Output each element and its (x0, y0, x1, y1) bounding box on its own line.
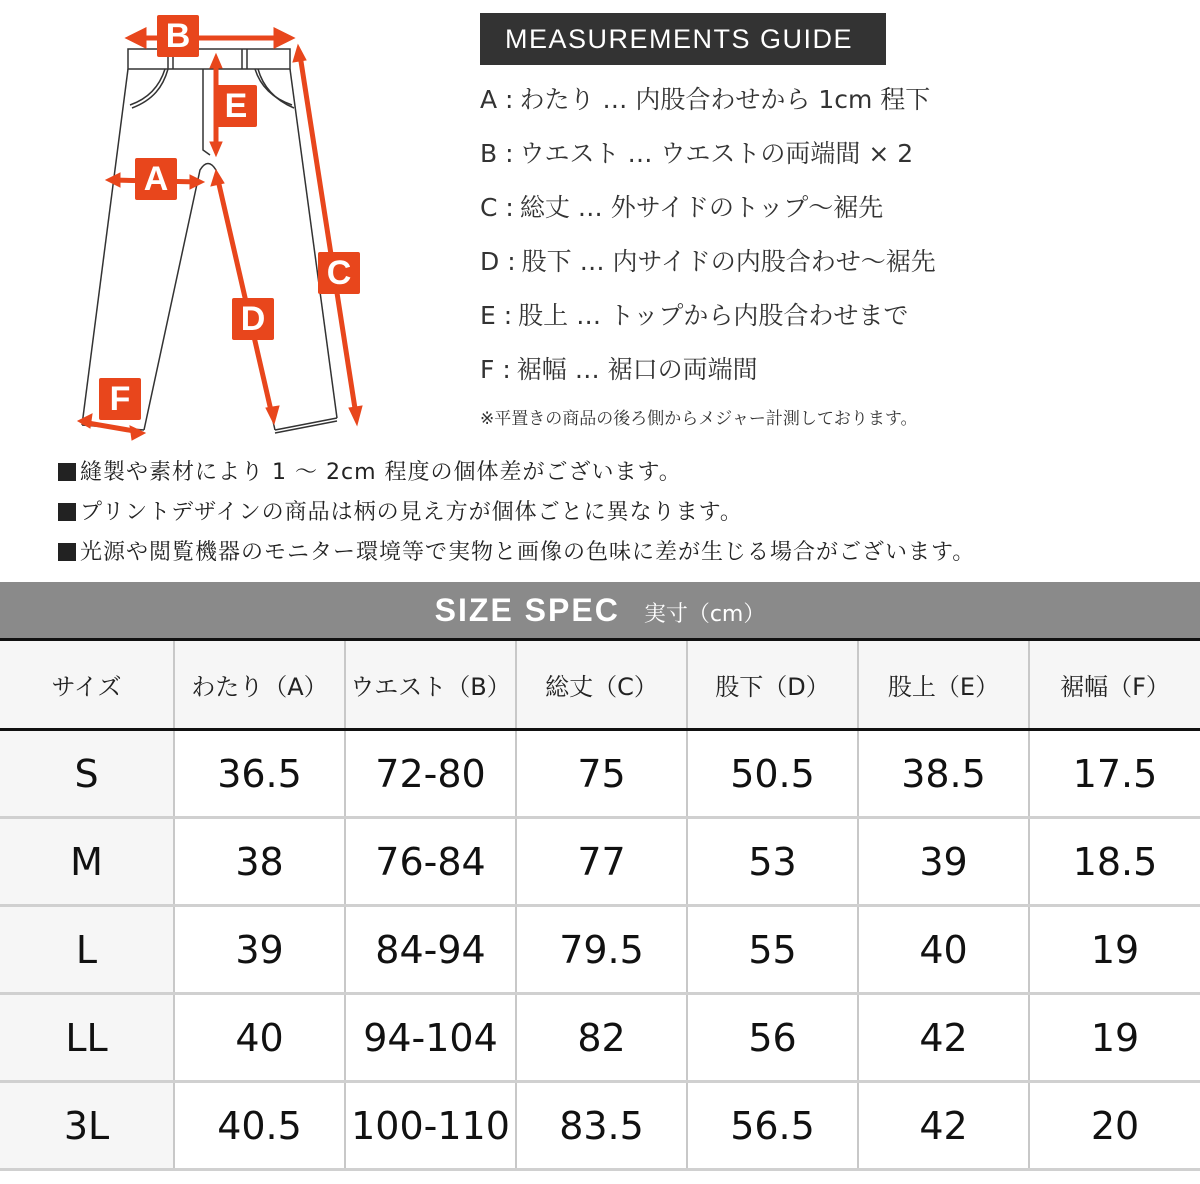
column-header-size: サイズ (0, 640, 174, 730)
guide-item-a: A : わたり … 内股合わせから 1cm 程下 (480, 85, 931, 114)
measurement-method-note: ※平置きの商品の後ろ側からメジャー計測しております。 (480, 409, 918, 429)
value-cell: 76-84 (345, 818, 516, 906)
value-cell: 39 (174, 906, 345, 994)
size-cell: S (0, 730, 174, 818)
value-cell: 79.5 (516, 906, 687, 994)
size-spec-header (0, 582, 1200, 638)
value-cell: 42 (858, 1082, 1029, 1170)
value-cell: 40.5 (174, 1082, 345, 1170)
guide-item-d: D : 股下 … 内サイドの内股合わせ～裾先 (480, 247, 936, 276)
table-row (0, 730, 1200, 818)
value-cell: 20 (1029, 1082, 1200, 1170)
value-cell: 82 (516, 994, 687, 1082)
table-header-row (0, 640, 1200, 730)
value-cell: 36.5 (174, 730, 345, 818)
value-cell: 75 (516, 730, 687, 818)
label-b-badge: B (157, 15, 199, 57)
value-cell: 53 (687, 818, 858, 906)
value-cell: 40 (858, 906, 1029, 994)
column-header-rise: 股上（E） (858, 640, 1029, 730)
value-cell: 55 (687, 906, 858, 994)
guide-item-c: C : 総丈 … 外サイドのトップ～裾先 (480, 193, 884, 222)
measurements-guide-list (480, 78, 1180, 402)
value-cell: 56.5 (687, 1082, 858, 1170)
label-d-badge: D (232, 298, 274, 340)
pants-measurement-diagram (60, 0, 390, 450)
value-cell: 17.5 (1029, 730, 1200, 818)
value-cell: 100-110 (345, 1082, 516, 1170)
value-cell: 72-80 (345, 730, 516, 818)
disclaimer-note: 縫製や素材により 1 ～ 2cm 程度の個体差がございます。 (58, 455, 1178, 495)
size-cell: L (0, 906, 174, 994)
square-bullet-icon (58, 463, 76, 481)
table-row (0, 906, 1200, 994)
value-cell: 19 (1029, 994, 1200, 1082)
table-row (0, 994, 1200, 1082)
column-header-waist: ウエスト（B） (345, 640, 516, 730)
value-cell: 40 (174, 994, 345, 1082)
value-cell: 38 (174, 818, 345, 906)
value-cell: 38.5 (858, 730, 1029, 818)
square-bullet-icon (58, 543, 76, 561)
value-cell: 39 (858, 818, 1029, 906)
size-spec-title: SIZE SPEC (434, 592, 620, 628)
disclaimer-notes (58, 455, 1178, 575)
size-cell: M (0, 818, 174, 906)
column-header-hem-width: 裾幅（F） (1029, 640, 1200, 730)
value-cell: 18.5 (1029, 818, 1200, 906)
label-e-badge: E (215, 85, 257, 127)
value-cell: 42 (858, 994, 1029, 1082)
guide-item-b: B : ウエスト … ウエストの両端間 × 2 (480, 139, 914, 168)
column-header-thigh: わたり（A） (174, 640, 345, 730)
value-cell: 84-94 (345, 906, 516, 994)
value-cell: 94-104 (345, 994, 516, 1082)
column-header-length: 総丈（C） (516, 640, 687, 730)
value-cell: 83.5 (516, 1082, 687, 1170)
value-cell: 56 (687, 994, 858, 1082)
size-cell: LL (0, 994, 174, 1082)
size-spec-unit: 実寸（cm） (643, 602, 766, 627)
guide-item-f: F : 裾幅 … 裾口の両端間 (480, 355, 758, 384)
disclaimer-note: 光源や閲覧機器のモニター環境等で実物と画像の色味に差が生じる場合がございます。 (58, 535, 1178, 575)
size-spec-table (0, 638, 1200, 1171)
label-c-badge: C (318, 252, 360, 294)
value-cell: 77 (516, 818, 687, 906)
table-row (0, 1082, 1200, 1170)
size-cell: 3L (0, 1082, 174, 1170)
guide-item-e: E : 股上 … トップから内股合わせまで (480, 301, 909, 330)
disclaimer-note: プリントデザインの商品は柄の見え方が個体ごとに異なります。 (58, 495, 1178, 535)
label-a-badge: A (135, 158, 177, 200)
value-cell: 50.5 (687, 730, 858, 818)
value-cell: 19 (1029, 906, 1200, 994)
square-bullet-icon (58, 503, 76, 521)
column-header-inseam: 股下（D） (687, 640, 858, 730)
measurements-guide-title: MEASUREMENTS GUIDE (480, 13, 886, 65)
label-f-badge: F (99, 378, 141, 420)
table-row (0, 818, 1200, 906)
